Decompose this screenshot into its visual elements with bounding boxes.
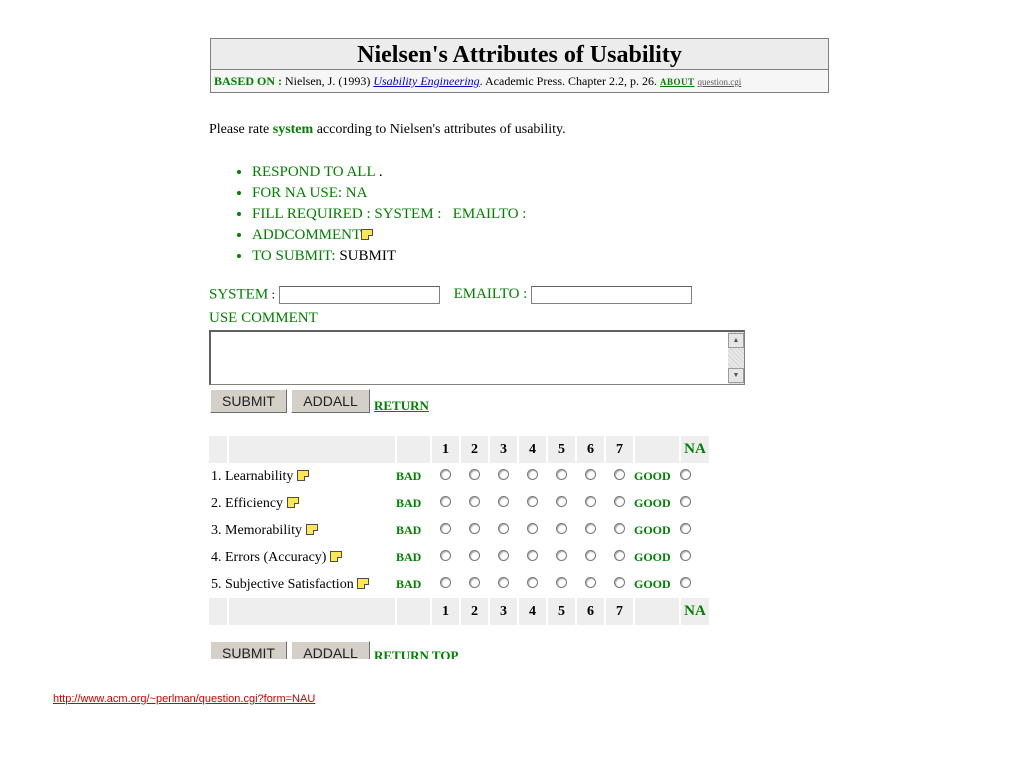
radio-icon[interactable] <box>556 523 567 534</box>
radio-icon[interactable] <box>527 469 538 480</box>
header-blank <box>228 598 396 625</box>
rating-row <box>209 490 709 517</box>
instruction-na <box>252 183 526 204</box>
radio-icon[interactable] <box>440 469 451 480</box>
system-input[interactable] <box>279 286 440 304</box>
scale-number: 2 <box>460 598 489 625</box>
radio-icon[interactable] <box>469 496 480 507</box>
radio-icon[interactable] <box>556 577 567 588</box>
item-label: 4. Errors (Accuracy) <box>211 549 327 565</box>
radio-icon[interactable] <box>527 577 538 588</box>
radio-icon[interactable] <box>527 496 538 507</box>
radio-icon[interactable] <box>498 496 509 507</box>
scale-na: NA <box>680 598 709 625</box>
scale-header-row <box>209 436 709 463</box>
instruction-text: TO SUBMIT: <box>252 248 340 264</box>
note-icon[interactable] <box>361 229 373 240</box>
na-radio-cell <box>680 544 709 571</box>
header-blank <box>209 598 228 625</box>
radio-icon[interactable] <box>556 550 567 561</box>
emailto-label: EMAILTO : <box>453 286 528 303</box>
radio-icon[interactable] <box>585 550 596 561</box>
radio-icon[interactable] <box>585 469 596 480</box>
footer-url-link[interactable]: http://www.acm.org/~perlman/question.cgi?form=NAU <box>53 693 316 705</box>
rating-radio-cell <box>518 463 547 490</box>
instruction-text: FILL REQUIRED <box>252 206 363 222</box>
instruction-text: RESPOND TO ALL <box>252 164 376 180</box>
bad-label: BAD <box>396 577 422 591</box>
rating-radio-cell <box>518 571 547 598</box>
item-cell <box>209 463 396 490</box>
rating-radio-cell <box>576 544 605 571</box>
instruction-submit-word: SUBMIT <box>339 248 397 264</box>
addall-button[interactable]: ADDALL <box>291 389 370 413</box>
header-blank <box>209 436 228 463</box>
bad-label: BAD <box>396 496 422 510</box>
good-label: GOOD <box>634 550 671 564</box>
radio-icon[interactable] <box>469 523 480 534</box>
question-cgi-link[interactable]: question.cgi <box>697 77 742 87</box>
item-label: 2. Efficiency <box>211 495 284 511</box>
item-cell <box>209 490 396 517</box>
bad-label: BAD <box>396 550 422 564</box>
instruction-text: ADDCOMMENT <box>252 227 362 243</box>
rating-radio-cell <box>547 544 576 571</box>
rating-row <box>209 571 709 598</box>
radio-icon[interactable] <box>556 469 567 480</box>
radio-icon[interactable] <box>498 577 509 588</box>
radio-icon[interactable] <box>440 523 451 534</box>
intro-text <box>209 122 566 138</box>
use-comment-label: USE COMMENT <box>209 310 318 326</box>
rating-radio-cell <box>605 544 634 571</box>
radio-icon[interactable] <box>680 496 691 507</box>
rating-radio-cell <box>547 463 576 490</box>
book-link[interactable]: Usability Engineering <box>373 74 480 88</box>
radio-icon[interactable] <box>585 496 596 507</box>
radio-icon[interactable] <box>614 523 625 534</box>
rating-radio-cell <box>460 517 489 544</box>
scale-number: 7 <box>605 598 634 625</box>
scale-number: 5 <box>547 598 576 625</box>
rating-radio-cell <box>518 490 547 517</box>
system-colon: : <box>268 286 276 302</box>
rating-radio-cell <box>460 463 489 490</box>
good-label: GOOD <box>634 469 671 483</box>
rating-radio-cell <box>489 490 518 517</box>
comment-scrollbar[interactable] <box>728 332 744 384</box>
citation-post: . Academic Press. Chapter 2.2, p. 26. <box>479 74 660 88</box>
radio-icon[interactable] <box>527 523 538 534</box>
scale-number: 4 <box>518 436 547 463</box>
rating-table <box>209 436 709 625</box>
item-cell <box>209 544 396 571</box>
based-on-label: BASED ON : <box>214 74 283 88</box>
scroll-up-icon[interactable]: ▲ <box>728 333 744 348</box>
radio-icon[interactable] <box>585 577 596 588</box>
rating-radio-cell <box>489 517 518 544</box>
header-blank <box>634 598 680 625</box>
emailto-input[interactable] <box>531 286 692 304</box>
note-icon[interactable] <box>297 470 309 481</box>
rating-row <box>209 517 709 544</box>
rating-radio-cell <box>518 517 547 544</box>
na-radio-cell <box>680 490 709 517</box>
scale-number: 2 <box>460 436 489 463</box>
scale-na: NA <box>680 436 709 463</box>
radio-icon[interactable] <box>440 577 451 588</box>
header-blank <box>634 436 680 463</box>
required-fields <box>209 286 692 304</box>
radio-icon[interactable] <box>469 469 480 480</box>
return-link[interactable]: RETURN <box>374 398 429 413</box>
scale-number: 6 <box>576 598 605 625</box>
scale-number: 3 <box>489 598 518 625</box>
radio-icon[interactable] <box>585 523 596 534</box>
note-icon[interactable] <box>306 524 318 535</box>
about-link[interactable]: ABOUT <box>659 77 695 87</box>
rating-radio-cell <box>489 463 518 490</box>
note-icon[interactable] <box>287 497 299 508</box>
comment-textarea[interactable] <box>209 330 745 385</box>
page-title: Nielsen's Attributes of Usability <box>211 39 828 70</box>
radio-icon[interactable] <box>498 550 509 561</box>
good-label: GOOD <box>634 577 671 591</box>
radio-icon[interactable] <box>556 496 567 507</box>
item-label: 5. Subjective Satisfaction <box>211 576 354 592</box>
radio-icon[interactable] <box>469 550 480 561</box>
rating-radio-cell <box>431 517 460 544</box>
header-blank <box>396 436 431 463</box>
rating-radio-cell <box>605 571 634 598</box>
radio-icon[interactable] <box>680 523 691 534</box>
rating-radio-cell <box>518 544 547 571</box>
rating-radio-cell <box>605 517 634 544</box>
bad-label: BAD <box>396 523 422 537</box>
submit-button[interactable]: SUBMIT <box>210 389 287 413</box>
radio-icon[interactable] <box>680 550 691 561</box>
scale-number: 5 <box>547 436 576 463</box>
scale-number: 6 <box>576 436 605 463</box>
instruction-text: FOR NA USE: NA <box>252 185 368 201</box>
rating-radio-cell <box>576 571 605 598</box>
radio-icon[interactable] <box>498 523 509 534</box>
radio-icon[interactable] <box>527 550 538 561</box>
scale-number: 1 <box>431 436 460 463</box>
rating-radio-cell <box>431 490 460 517</box>
na-radio-cell <box>680 463 709 490</box>
radio-icon[interactable] <box>614 496 625 507</box>
scale-number: 1 <box>431 598 460 625</box>
instruction-suffix: : SYSTEM : EMAILTO : <box>362 206 527 222</box>
item-cell <box>209 571 396 598</box>
rating-radio-cell <box>576 517 605 544</box>
rating-radio-cell <box>547 517 576 544</box>
instruction-suffix: . <box>375 164 383 180</box>
rating-radio-cell <box>576 490 605 517</box>
instruction-addcomment <box>252 225 526 246</box>
rating-row <box>209 463 709 490</box>
radio-icon[interactable] <box>614 469 625 480</box>
scale-footer-row <box>209 598 709 625</box>
intro-post: according to Nielsen's attributes of usability. <box>313 122 566 137</box>
note-icon[interactable] <box>357 578 369 589</box>
citation-pre: Nielsen, J. (1993) <box>282 74 374 88</box>
scroll-down-icon[interactable]: ▼ <box>728 368 744 383</box>
na-radio-cell <box>680 571 709 598</box>
radio-icon[interactable] <box>614 550 625 561</box>
item-label: 1. Learnability <box>211 468 294 484</box>
rating-radio-cell <box>489 571 518 598</box>
rating-rows <box>209 463 709 598</box>
radio-icon[interactable] <box>680 577 691 588</box>
rating-radio-cell <box>489 544 518 571</box>
rating-radio-cell <box>605 490 634 517</box>
intro-system: system <box>272 122 314 137</box>
rating-radio-cell <box>576 463 605 490</box>
na-radio-cell <box>680 517 709 544</box>
radio-icon[interactable] <box>440 550 451 561</box>
intro-pre: Please rate <box>209 122 273 137</box>
instruction-required <box>252 204 526 225</box>
citation-bar <box>211 70 828 92</box>
header-blank <box>396 598 431 625</box>
bottom-controls <box>209 640 629 659</box>
rating-radio-cell <box>460 490 489 517</box>
radio-icon[interactable] <box>440 496 451 507</box>
good-label: GOOD <box>634 496 671 510</box>
rating-radio-cell <box>431 544 460 571</box>
instruction-submit <box>252 246 526 267</box>
return-top-link[interactable]: RETURN TOP <box>374 648 459 659</box>
radio-icon[interactable] <box>498 469 509 480</box>
rating-radio-cell <box>460 544 489 571</box>
rating-radio-cell <box>431 571 460 598</box>
note-icon[interactable] <box>330 551 342 562</box>
radio-icon[interactable] <box>614 577 625 588</box>
rating-radio-cell <box>605 463 634 490</box>
rating-radio-cell <box>460 571 489 598</box>
system-label: SYSTEM <box>209 286 269 303</box>
bad-label: BAD <box>396 469 422 483</box>
title-frame <box>210 38 829 93</box>
rating-row <box>209 544 709 571</box>
item-cell <box>209 517 396 544</box>
rating-radio-cell <box>547 571 576 598</box>
scale-number: 4 <box>518 598 547 625</box>
radio-icon[interactable] <box>469 577 480 588</box>
rating-radio-cell <box>547 490 576 517</box>
scale-number: 3 <box>489 436 518 463</box>
rating-radio-cell <box>431 463 460 490</box>
addall-button-bottom[interactable]: ADDALL <box>291 641 370 659</box>
instruction-respond <box>252 162 526 183</box>
item-label: 3. Memorability <box>211 522 302 538</box>
header-blank <box>228 436 396 463</box>
submit-button-bottom[interactable]: SUBMIT <box>210 641 287 659</box>
instruction-list <box>232 162 526 267</box>
scale-number: 7 <box>605 436 634 463</box>
good-label: GOOD <box>634 523 671 537</box>
radio-icon[interactable] <box>680 469 691 480</box>
